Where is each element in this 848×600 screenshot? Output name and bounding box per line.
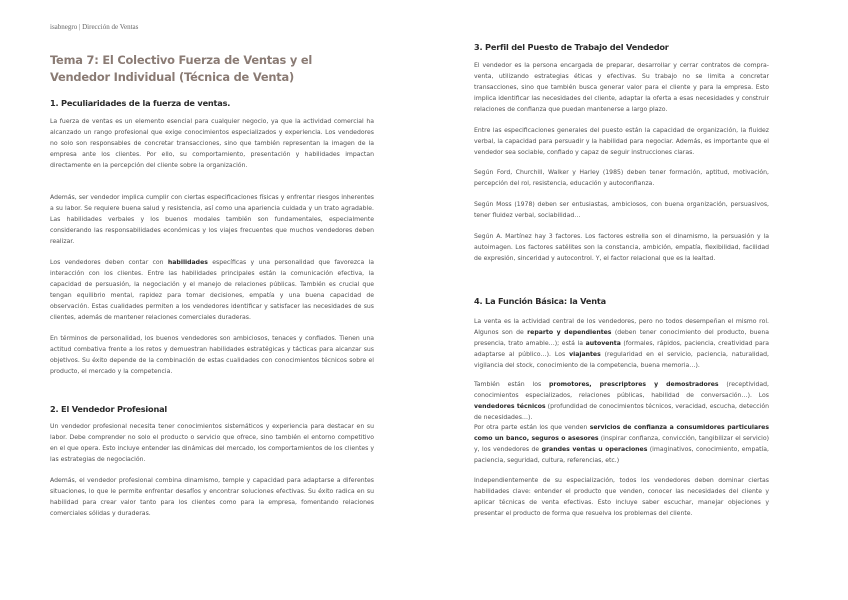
- section-heading-4: 4. La Función Básica: la Venta: [474, 296, 606, 306]
- page-title: Tema 7: El Colectivo Fuerza de Ventas y el Vendedor Individual (Técnica de Venta): [50, 53, 313, 84]
- paragraph: También están los promotores, prescriptores y demostradores (receptividad, conocimientos especializados, relaciones públicas, habilidad de conversación…). Los vendedores técnicos (profundidad de conocimientos técnicos, veracidad, escucha, detección de necesidades…).: [474, 381, 769, 421]
- paragraph: Según A. Martínez hay 3 factores. Los factores estrella son el dinamismo, la persuasión y la autoimagen. Los factores satélites son la constancia, ambición, empatía, flexibilidad, facilidad de expresión, sinceridad y autocontrol. Y, el factor relacional que es la lealtad.: [474, 233, 769, 262]
- paragraph: En términos de personalidad, los buenos vendedores son ambiciosos, tenaces y confiados. Tienen una actitud combativa frente a los retos y demuestran habilidades estratégicas y tácticas para alcanzar sus objetivos. Su éxito depende de la combinación de estas cualidades con conocimientos técnicos sobre el producto, el mercado y la competencia.: [50, 335, 374, 375]
- paragraph: Independientemente de su especialización, todos los vendedores deben dominar ciertas habilidades clave: entender el producto que venden, conocer las necesidades del cliente y aplicar técnicas de venta efectivas. Esto incluye saber escuchar, manejar objeciones y presentar el producto de forma que resuelva los problemas del cliente.: [474, 477, 769, 517]
- section-heading-1: 1. Peculiaridades de la fuerza de ventas.: [50, 98, 231, 108]
- section-heading-2: 2. El Vendedor Profesional: [50, 404, 168, 414]
- paragraph: La fuerza de ventas es un elemento esencial para cualquier negocio, ya que la actividad comercial ha alcanzado un rango profesional que exige conocimientos especializados y experiencia. Los vendedores no solo son responsables de concretar transacciones, sino que también representan la imagen de la empresa ante los clientes. Por ello, su comportamiento, presentación y habilidades impactan directamente en la percepción del cliente sobre la organización.: [50, 118, 374, 169]
- section-heading-3: 3. Perfil del Puesto de Trabajo del Vendedor: [474, 42, 669, 52]
- paragraph: Según Ford, Churchill, Walker y Harley (1985) deben tener formación, aptitud, motivación, percepción del rol, resistencia, educación y autoconfianza.: [474, 169, 769, 187]
- paragraph: Un vendedor profesional necesita tener conocimientos sistemáticos y experiencia para destacar en su labor. Debe comprender no solo el producto o servicio que ofrece, sino también el entorno competitivo en el que opera. Esto incluye entender las dinámicas del mercado, los comportamientos de los clientes y las estrategias de negociación.: [50, 423, 374, 463]
- paragraph: Además, ser vendedor implica cumplir con ciertas especificaciones físicas y enfrentar riesgos inherentes a su labor. Se requiere buena salud y resistencia, así como una apariencia cuidada y un trato agradable. Las habilidades verbales y los buenos modales también son fundamentales, especialmente considerando las responsabilidades económicas y los viajes frecuentes que muchos vendedores deben realizar.: [50, 194, 374, 245]
- page-header: isabnegro | Dirección de Ventas: [50, 23, 139, 31]
- paragraph: Según Moss (1978) deben ser entusiastas, ambiciosos, con buena organización, persuasivos, tener fluidez verbal, sociabilidad…: [474, 201, 769, 219]
- paragraph: La venta es la actividad central de los vendedores, pero no todos desempeñan el mismo rol. Algunos son de reparto y dependientes (deben tener conocimiento del producto, buena presencia, trato amable…); está la autoventa (formales, rápidos, paciencia, creatividad para adaptarse al público…). Los viajantes (regularidad en el servicio, paciencia, naturalidad, vigilancia del stock, conocimiento de la competencia, buena memoria…).: [474, 318, 769, 369]
- paragraph: Además, el vendedor profesional combina dinamismo, temple y capacidad para adaptarse a diferentes situaciones, lo que le permite enfrentar desafíos y encontrar soluciones efectivas. Su éxito radica en su habilidad para crear valor tanto para los clientes como para la empresa, fomentando relaciones comerciales sólidas y duraderas.: [50, 477, 374, 517]
- paragraph: Entre las especificaciones generales del puesto están la capacidad de organización, la fluidez verbal, la capacidad para persuadir y la habilidad para negociar. Además, es importante que el vendedor sea sociable, confiado y capaz de seguir instrucciones claras.: [474, 127, 769, 156]
- paragraph: Los vendedores deben contar con habilidades específicas y una personalidad que favorezca la interacción con los clientes. Entre las habilidades principales están la comunicación efectiva, la capacidad de persuasión, la negociación y el manejo de relaciones públicas. También es crucial que tengan equilibrio mental, rapidez para tomar decisiones, empatía y una buena capacidad de observación. Estas cualidades permiten a los vendedores identificar y satisfacer las necesidades de sus clientes, además de mantener relaciones comerciales duraderas.: [50, 259, 374, 321]
- paragraph: Por otra parte están los que venden servicios de confianza a consumidores particulares como un banco, seguros o asesores (inspirar confianza, convicción, tangibilizar el servicio) y, los vendedores de grandes ventas u operaciones (imaginativos, conocimiento, empatía, paciencia, seguridad, cultura, referencias, etc.): [474, 424, 769, 464]
- paragraph: El vendedor es la persona encargada de preparar, desarrollar y cerrar contratos de compra-venta, utilizando estrategias éticas y efectivas. Su trabajo no se limita a concretar transacciones, sino que también busca generar valor para el cliente y para la empresa. Esto implica identificar las necesidades del cliente, adaptar la oferta a esas necesidades y construir relaciones de confianza que puedan mantenerse a largo plazo.: [474, 62, 769, 113]
